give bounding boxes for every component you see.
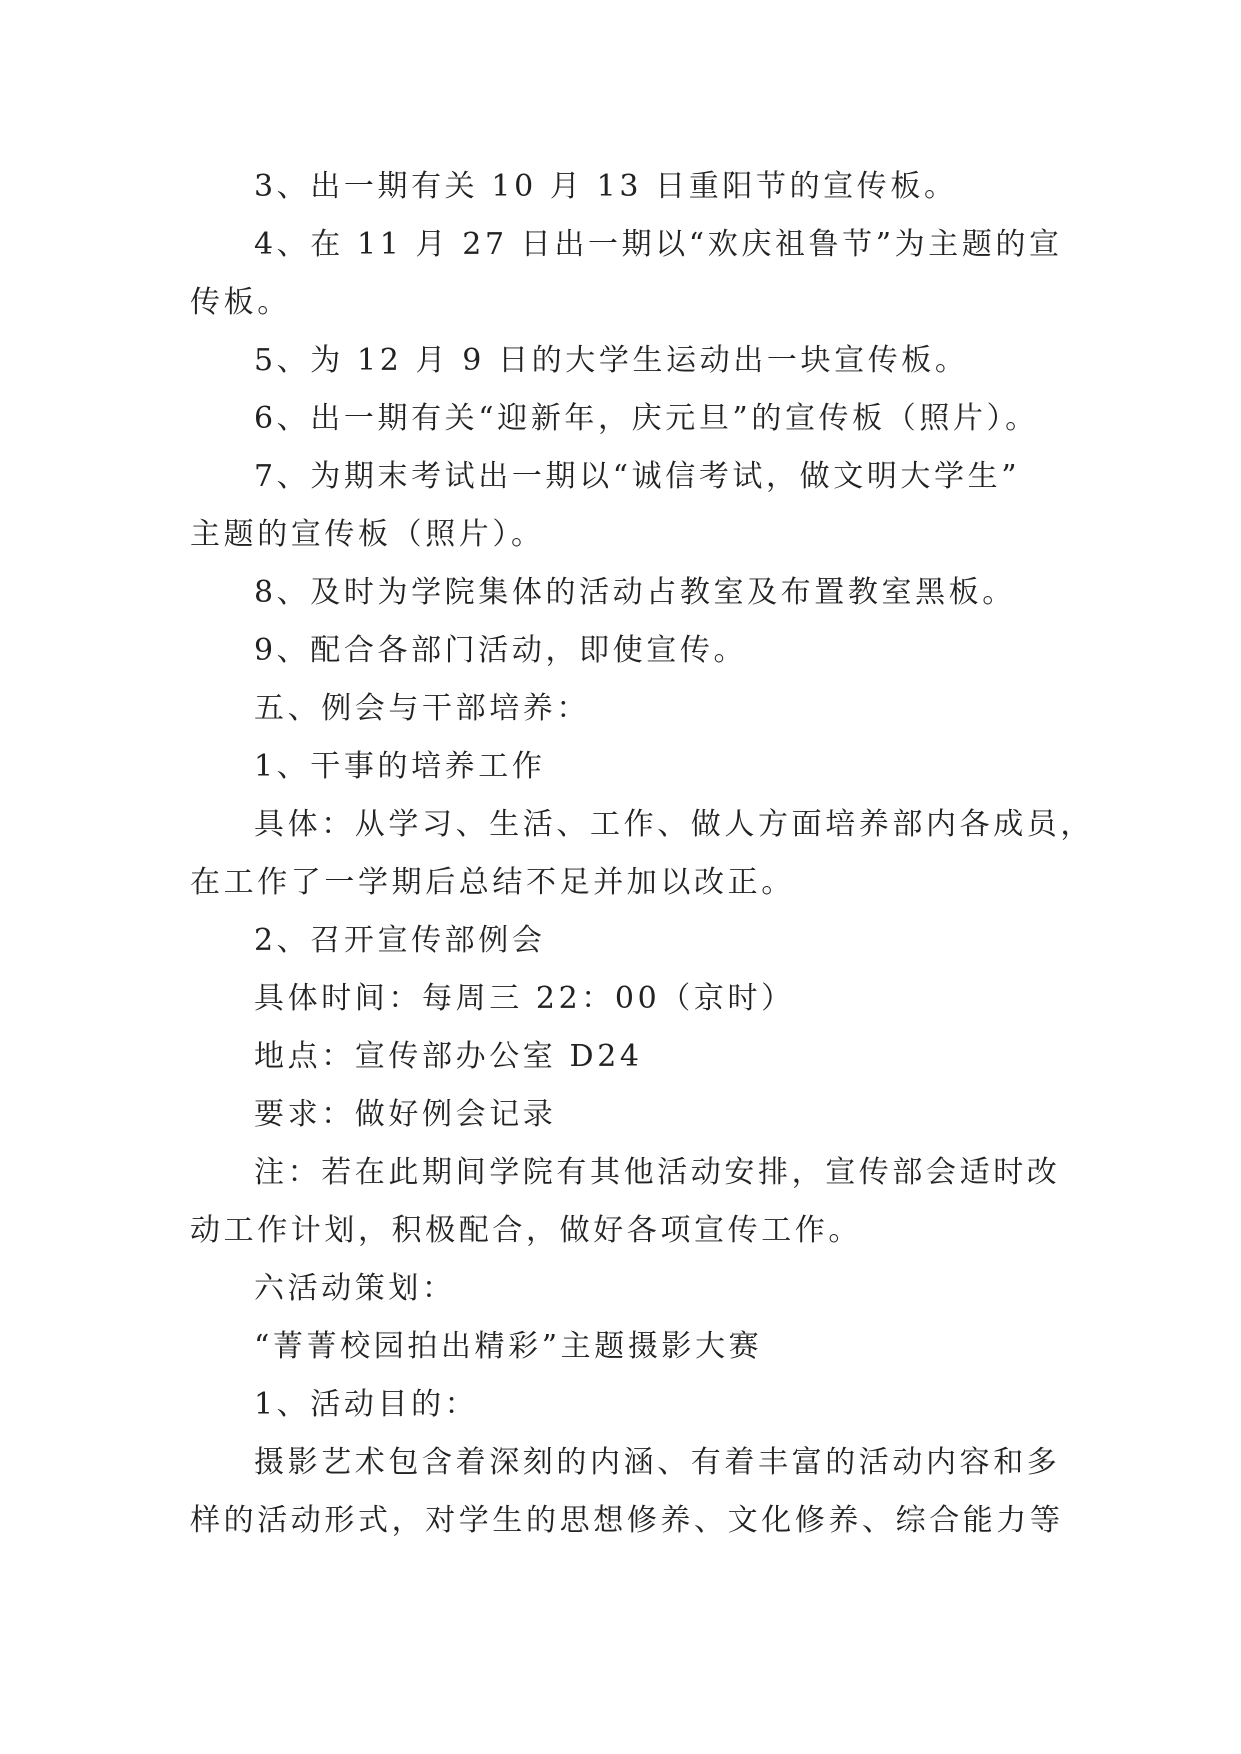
text-line: 具体：从学习、生活、工作、做人方面培养部内各成员， — [254, 807, 1094, 842]
event-title — [190, 1318, 1060, 1376]
paragraph — [190, 796, 1094, 854]
text-line: 8、及时为学院集体的活动占教室及布置教室黑板。 — [254, 575, 1016, 610]
paragraph — [190, 738, 1060, 796]
section-heading — [190, 1260, 1060, 1318]
text-line: 9、配合各部门活动，即使宣传。 — [254, 633, 748, 668]
section-heading — [190, 680, 1060, 738]
paragraph — [190, 970, 1060, 1028]
text-line: 地点：宣传部办公室 D24 — [254, 1039, 643, 1074]
text-line: 具体时间：每周三 22：00（京时） — [254, 981, 795, 1016]
paragraph-continuation — [190, 854, 1060, 912]
paragraph — [190, 332, 1060, 390]
text-line: 7、为期末考试出一期以“诚信考试，做文明大学生” — [254, 459, 1021, 494]
paragraph — [190, 1434, 1060, 1492]
paragraph — [190, 564, 1060, 622]
paragraph — [190, 216, 1063, 274]
text-line: 4、在 11 月 27 日出一期以“欢庆祖鲁节”为主题的宣 — [254, 227, 1063, 262]
text-line: 摄影艺术包含着深刻的内涵、有着丰富的活动内容和多 — [254, 1445, 1061, 1480]
paragraph — [190, 1028, 1060, 1086]
paragraph — [190, 1086, 1060, 1144]
paragraph — [190, 158, 1060, 216]
paragraph — [190, 1144, 1060, 1202]
text-line: 3、出一期有关 10 月 13 日重阳节的宣传板。 — [254, 169, 958, 204]
document-body — [190, 158, 1094, 1550]
text-line: 传板。 — [190, 285, 291, 320]
text-line: 5、为 12 月 9 日的大学生运动出一块宣传板。 — [254, 343, 969, 378]
text-line: 动工作计划，积极配合，做好各项宣传工作。 — [190, 1213, 862, 1248]
paragraph-continuation — [190, 506, 1060, 564]
text-line: “菁菁校园拍出精彩”主题摄影大赛 — [254, 1329, 763, 1364]
paragraph — [190, 1376, 1060, 1434]
paragraph-continuation — [190, 1492, 1064, 1550]
text-line: 五、例会与干部培养： — [254, 691, 590, 726]
paragraph-continuation — [190, 274, 1060, 332]
text-line: 样的活动形式，对学生的思想修养、文化修养、综合能力等 — [190, 1503, 1064, 1538]
text-line: 2、召开宣传部例会 — [254, 923, 546, 958]
paragraph — [190, 622, 1060, 680]
text-line: 注：若在此期间学院有其他活动安排，宣传部会适时改 — [254, 1155, 1061, 1190]
text-line: 六活动策划： — [254, 1271, 456, 1306]
paragraph — [190, 912, 1060, 970]
text-line: 要求：做好例会记录 — [254, 1097, 557, 1132]
paragraph — [190, 448, 1060, 506]
paragraph — [190, 390, 1060, 448]
text-line: 1、干事的培养工作 — [254, 749, 546, 784]
paragraph-continuation — [190, 1202, 1060, 1260]
text-line: 6、出一期有关“迎新年，庆元旦”的宣传板（照片）。 — [254, 401, 1039, 436]
text-line: 在工作了一学期后总结不足并加以改正。 — [190, 865, 795, 900]
text-line: 1、活动目的： — [254, 1387, 479, 1422]
text-line: 主题的宣传板（照片）。 — [190, 517, 545, 552]
